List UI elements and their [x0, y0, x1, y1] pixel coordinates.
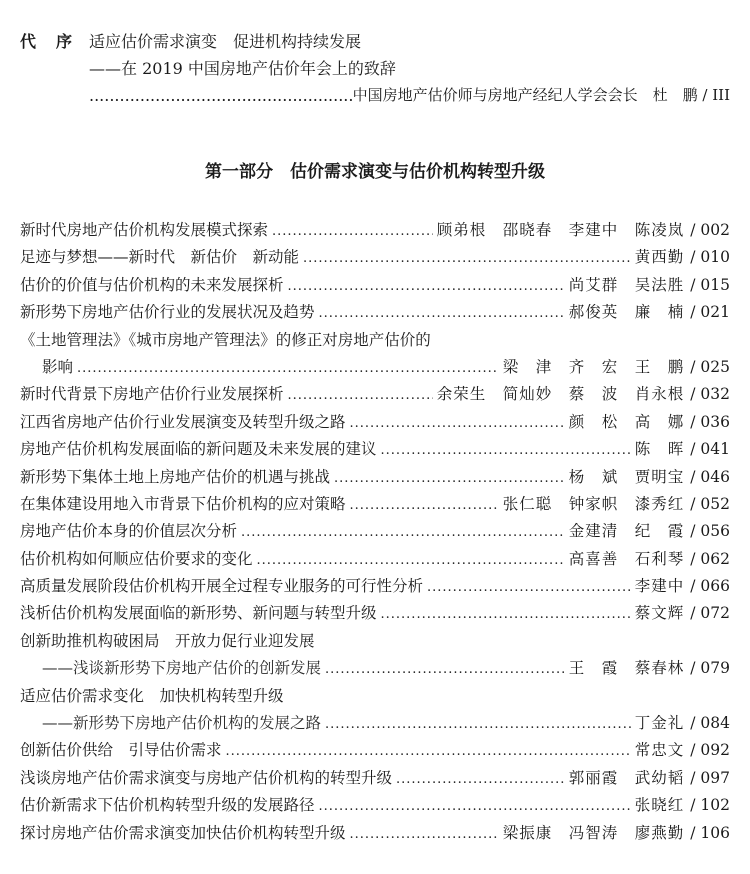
toc-entry-authors: 李建中: [634, 577, 685, 596]
toc-entry[interactable]: [20, 600, 730, 627]
toc-entry-subtitle: ——新形势下房地产估价机构的发展之路: [42, 714, 322, 733]
toc-entry-page: / 046: [690, 467, 730, 486]
toc-entry-authors: 郭丽霞 武幼韬: [568, 768, 685, 787]
toc-entry[interactable]: [20, 792, 730, 819]
toc-entry-title: 江西省房地产估价行业发展演变及转型升级之路: [20, 412, 346, 431]
dot-leader: [303, 245, 631, 272]
toc-entry-title: 估价新需求下估价机构转型升级的发展路径: [20, 796, 315, 815]
toc-entry[interactable]: [20, 354, 730, 381]
dot-leader: [272, 218, 433, 245]
dot-leader: [381, 437, 631, 464]
toc-entry[interactable]: [20, 765, 730, 792]
toc-entry-page: / 052: [690, 494, 730, 513]
toc-entry-authors: 梁 津 齐 宏 王 鹏: [502, 357, 685, 376]
toc-entry-authors: 王 霞 蔡春林: [568, 659, 685, 678]
toc-entry-authors: 梁振康 冯智涛 廖燕勤: [502, 823, 685, 842]
toc-entry-title: 估价机构如何顺应估价要求的变化: [20, 549, 253, 568]
toc-entry-title: 新形势下集体土地上房地产估价的机遇与挑战: [20, 467, 331, 486]
toc-entry[interactable]: [20, 381, 730, 408]
toc-entry-authors: 高喜善 石利琴: [568, 549, 685, 568]
toc-entry-subtitle: ——浅谈新形势下房地产估价的创新发展: [42, 659, 322, 678]
toc-entry-authors: 陈 晖: [634, 440, 685, 459]
toc-entry[interactable]: [20, 573, 730, 600]
toc-entry-authors: 郝俊英 廉 楠: [568, 303, 685, 322]
toc-entry-title: 房地产估价机构发展面临的新问题及未来发展的建议: [20, 440, 377, 459]
toc-entry-title: 新时代背景下房地产估价行业发展探析: [20, 385, 284, 404]
toc-entry-authors: 颜 松 高 娜: [568, 412, 685, 431]
toc-entry-title: 浅谈房地产估价需求演变与房地产估价机构的转型升级: [20, 768, 393, 787]
toc-entry-page: / 092: [690, 741, 730, 760]
toc-entry[interactable]: [20, 655, 730, 682]
toc-entry[interactable]: [20, 710, 730, 737]
dot-leader: [381, 601, 631, 628]
toc-entry-page: / 066: [690, 577, 730, 596]
toc-entry-page: / 097: [690, 768, 730, 787]
toc-entry-page: / 036: [690, 412, 730, 431]
toc-entry[interactable]: [20, 820, 730, 847]
toc-entry[interactable]: [20, 546, 730, 573]
toc-entry[interactable]: [20, 299, 730, 326]
toc-entry-title: 在集体建设用地入市背景下估价机构的应对策略: [20, 494, 346, 513]
toc-entry-page: / 102: [690, 796, 730, 815]
toc-entry-title: 创新估价供给 引导估价需求: [20, 741, 222, 760]
dot-leader: [77, 355, 499, 382]
dot-leader: [288, 382, 433, 409]
toc-entry-page: / 041: [690, 440, 730, 459]
toc-entry-title: 估价的价值与估价机构的未来发展探析: [20, 275, 284, 294]
toc-entry[interactable]: [20, 737, 730, 764]
toc-entry-page: / 032: [690, 385, 730, 404]
toc-entry-title: 新时代房地产估价机构发展模式探索: [20, 221, 269, 239]
toc-entry-authors: 余荣生 简灿妙 蔡 波 肖永根: [436, 385, 685, 404]
toc-entry-title: 创新助推机构破困局 开放力促行业迎发展: [20, 631, 315, 650]
toc-entry-authors: 丁金礼: [634, 714, 685, 733]
toc-entry-authors: 黄西勤: [634, 248, 685, 267]
toc-entry-authors: 顾弟根 邵晓春 李建中 陈凌岚: [436, 221, 685, 239]
dot-leader: [226, 738, 631, 765]
toc-entry-title: 浅析估价机构发展面临的新形势、新问题与转型升级: [20, 604, 377, 623]
preface-leader: [89, 82, 730, 109]
toc-entry[interactable]: [20, 628, 730, 655]
dot-leader: [288, 273, 565, 300]
toc-entry-authors: 金建清 纪 霞: [568, 522, 685, 541]
toc-entry-page: / 084: [690, 714, 730, 733]
dot-leader: [325, 656, 565, 683]
dot-leader: [350, 821, 499, 848]
toc-entry-page: / 106: [690, 823, 730, 842]
preface-title[interactable]: 适应估价需求演变 促进机构持续发展: [89, 32, 362, 51]
dot-leader: [334, 465, 565, 492]
toc-entry[interactable]: [20, 436, 730, 463]
toc-entry-title: 新形势下房地产估价行业的发展状况及趋势: [20, 303, 315, 322]
toc-entry-title: 探讨房地产估价需求演变加快估价机构转型升级: [20, 823, 346, 842]
toc-entry-page: / 056: [690, 522, 730, 541]
toc-entry[interactable]: [20, 327, 730, 354]
toc-entry-title: 房地产估价本身的价值层次分析: [20, 522, 238, 541]
dot-leader: [350, 410, 565, 437]
preface-subtitle: ——在 2019 中国房地产估价年会上的致辞: [89, 59, 396, 78]
dot-leader: [396, 766, 565, 793]
toc-entry-authors: 张晓红: [634, 796, 685, 815]
toc-entry-authors: 常忠文: [634, 741, 685, 760]
toc-entry-title: 影响: [42, 357, 74, 376]
toc-entry-title: 高质量发展阶段估价机构开展全过程专业服务的可行性分析: [20, 577, 424, 596]
toc-entry-title: 《土地管理法》《城市房地产管理法》的修正对房地产估价的: [20, 330, 431, 349]
toc-entry-page: / 021: [690, 303, 730, 322]
toc-entry[interactable]: [20, 217, 730, 244]
toc-entry[interactable]: [20, 464, 730, 491]
dot-leader: [319, 300, 565, 327]
toc-entry-page: / 002: [690, 221, 730, 239]
toc-entry[interactable]: [20, 272, 730, 299]
dot-leader: [89, 82, 353, 109]
toc-list: [20, 217, 730, 847]
toc-entry[interactable]: [20, 491, 730, 518]
preface-label: 代 序: [20, 32, 75, 51]
toc-entry-authors: 张仁聪 钟家帜 漆秀红: [502, 494, 685, 513]
toc-entry-authors: 蔡文辉: [634, 604, 685, 623]
toc-entry-title: 适应估价需求变化 加快机构转型升级: [20, 686, 284, 705]
toc-entry[interactable]: [20, 409, 730, 436]
dot-leader: [241, 519, 565, 546]
dot-leader: [325, 711, 631, 738]
toc-entry-page: / 079: [690, 659, 730, 678]
toc-entry[interactable]: [20, 244, 730, 271]
toc-entry-authors: 尚艾群 吴法胜: [568, 275, 685, 294]
preface-entry: [20, 28, 730, 109]
toc-entry-page: / 025: [690, 357, 730, 376]
toc-entry-authors: 杨 斌 贾明宝: [568, 467, 685, 486]
preface-author-page: 中国房地产估价师与房地产经纪人学会会长 杜 鹏 / III: [352, 86, 730, 104]
dot-leader: [257, 547, 565, 574]
dot-leader: [319, 793, 631, 820]
toc-entry-title: 足迹与梦想——新时代 新估价 新动能: [20, 248, 300, 267]
part-title: 第一部分 估价需求演变与估价机构转型升级: [205, 162, 545, 182]
dot-leader: [350, 492, 499, 519]
toc-entry-page: / 072: [690, 604, 730, 623]
toc-entry-page: / 015: [690, 275, 730, 294]
toc-entry[interactable]: [20, 683, 730, 710]
toc-entry[interactable]: [20, 518, 730, 545]
dot-leader: [427, 574, 631, 601]
toc-entry-page: / 062: [690, 549, 730, 568]
toc-entry-page: / 010: [690, 248, 730, 267]
